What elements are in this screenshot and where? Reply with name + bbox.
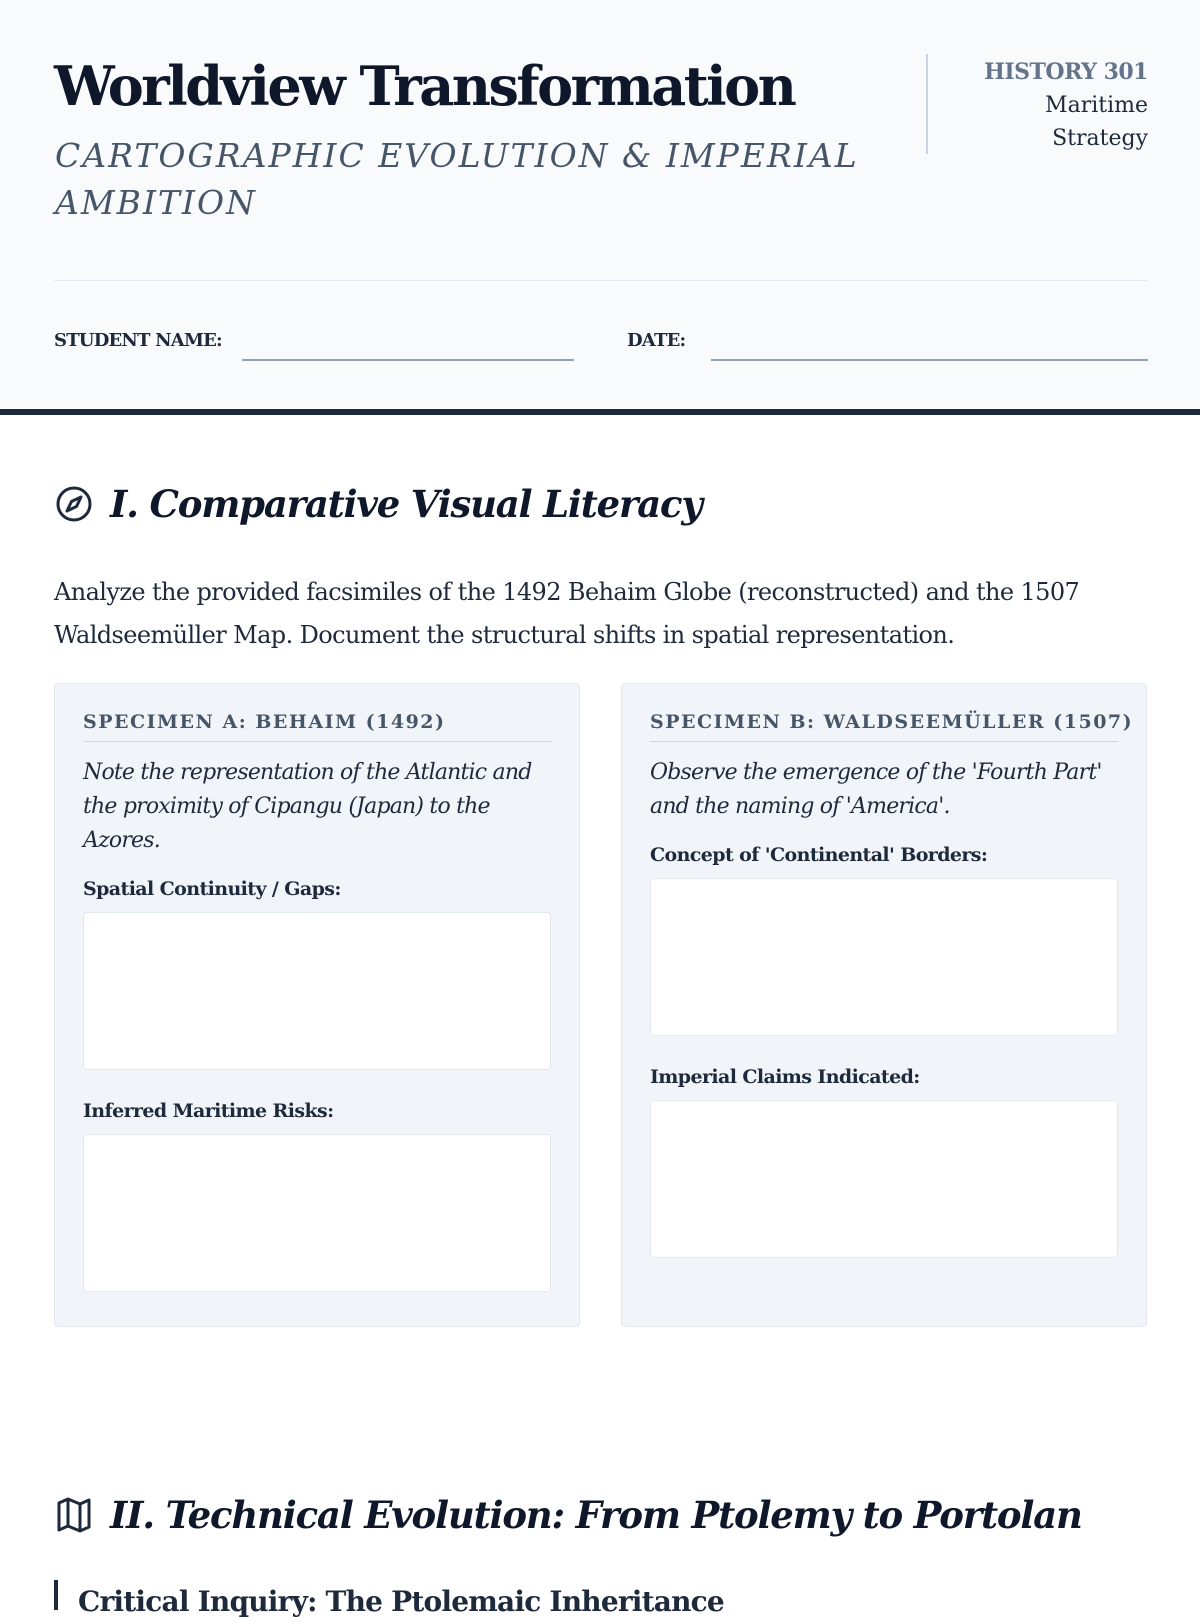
specimen-b-title: SPECIMEN B: WALDSEEMÜLLER (1507) [650,711,1118,742]
course-info [984,56,1148,155]
specimen-b-answer-2[interactable] [650,1100,1118,1258]
specimen-a-title: SPECIMEN A: BEHAIM (1492) [83,711,551,742]
compass-icon [54,484,94,524]
specimen-a-note: Note the representation of the Atlantic and the proximity of Cipangu (Japan) to the Azores. [83,760,532,853]
specimen-a-answer-1[interactable] [83,912,551,1070]
specimen-b-question-1-label: Concept of 'Continental' Borders: [650,844,988,866]
page-subtitle: CARTOGRAPHIC EVOLUTION & IMPERIAL AMBITION [55,136,859,222]
specimen-b-answer-1[interactable] [650,878,1118,1036]
specimen-b-question-2-label: Imperial Claims Indicated: [650,1066,920,1088]
specimen-a-question-2-label: Inferred Maritime Risks: [83,1100,334,1122]
specimen-a-answer-2[interactable] [83,1134,551,1292]
student-name-field[interactable] [242,359,574,361]
map-icon [54,1495,94,1535]
specimen-a-card [54,683,580,1327]
header-divider [926,54,928,154]
date-field[interactable] [711,359,1148,361]
specimen-a-question-1-label: Spatial Continuity / Gaps: [83,878,341,900]
specimen-b-note: Observe the emergence of the 'Fourth Part' and the naming of 'America'. [650,760,1102,819]
course-name-line1: Maritime [1045,93,1148,118]
specimen-b-card [621,683,1147,1327]
date-label: DATE: [627,330,686,351]
section-1-title: I. Comparative Visual Literacy [110,482,702,526]
student-name-label: STUDENT NAME: [54,330,222,351]
course-name-line2: Strategy [1052,126,1148,151]
course-code: HISTORY 301 [984,59,1148,85]
critical-inquiry-heading: Critical Inquiry: The Ptolemaic Inheritance [54,1580,724,1610]
section-1-heading [54,482,702,526]
section-2-heading [54,1493,1082,1537]
worksheet-header [0,0,1200,415]
page-title: Worldview Transformation [54,54,795,118]
header-rule [54,280,1148,281]
section-2-title: II. Technical Evolution: From Ptolemy to Portolan [110,1493,1082,1537]
section-1-instructions: Analyze the provided facsimiles of the 1492 Behaim Globe (reconstructed) and the 1507 Waldseemüller Map. Document the structural shifts in spatial representation. [54,578,1080,649]
